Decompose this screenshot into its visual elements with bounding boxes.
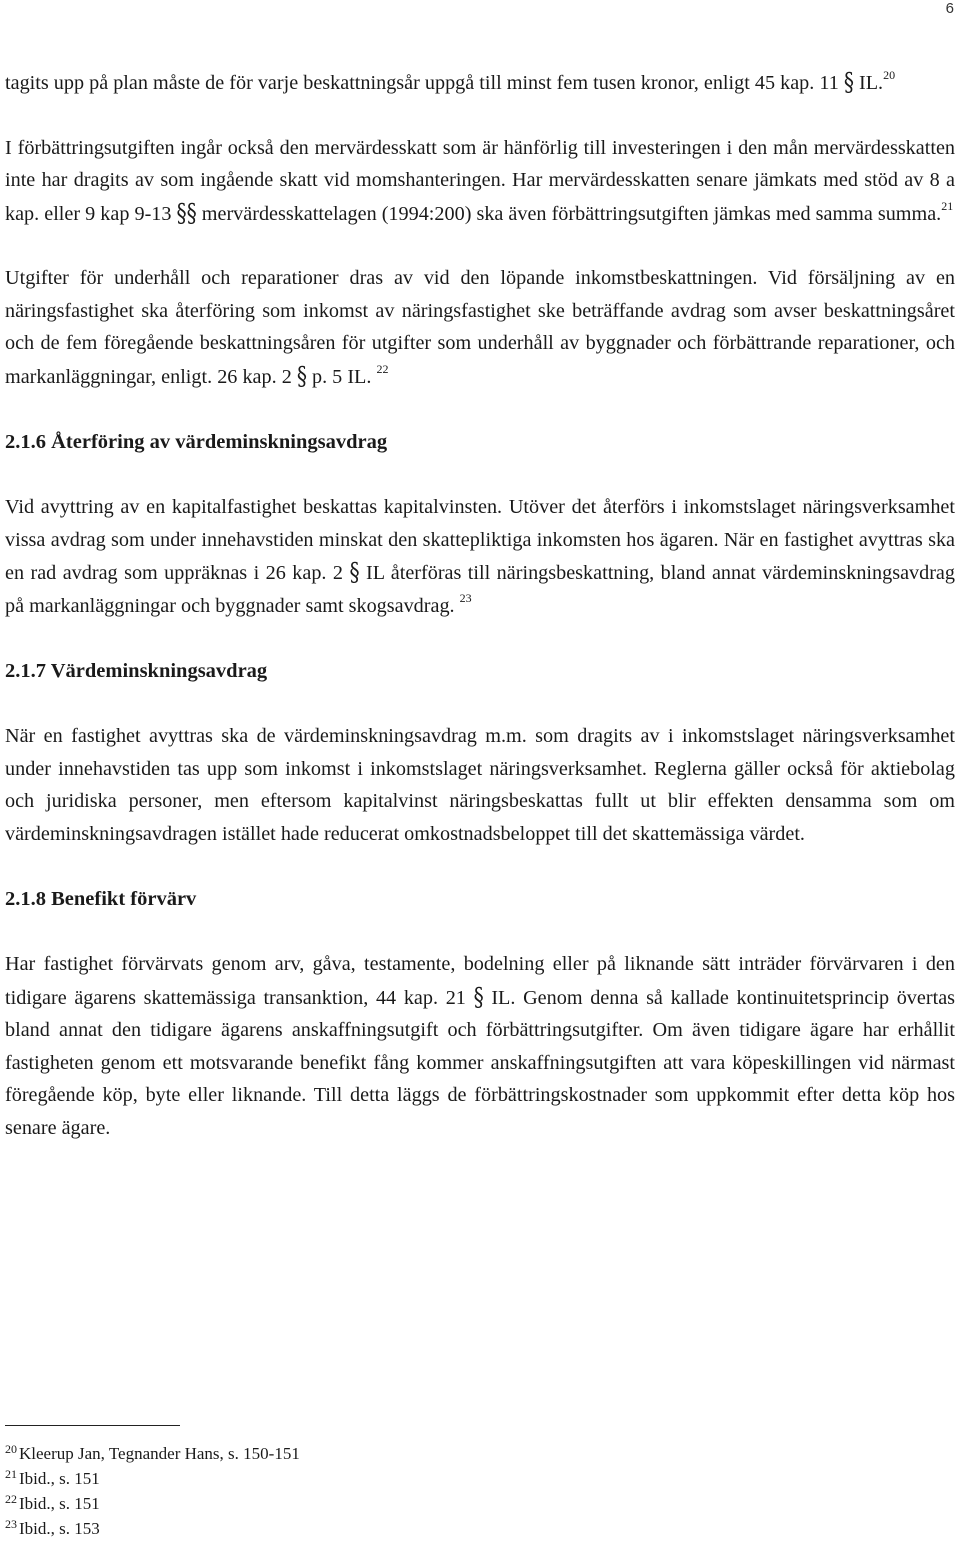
section-heading-2-1-8: 2.1.8 Benefikt förvärv bbox=[5, 888, 197, 910]
paragraph-text: Vid avyttring av en kapitalfastighet beskattas kapitalvinsten. Utöver det återförs i inkomstslaget näringsverksamhet vissa avdrag som under innehavstiden minskat den skattepliktiga inkomsten hos ägaren. När en fastighet avyttras ska en rad avdrag som uppräknas i 26 kap. 2 bbox=[5, 496, 955, 584]
paragraph-text: p. 5 IL. bbox=[306, 365, 372, 388]
footnote-text: Ibid., s. 153 bbox=[19, 1519, 100, 1538]
paragraph-text: Utgifter för underhåll och reparationer dras av vid den löpande inkomstbeskattningen. Vid försäljning av en näringsfastighet ska återföring som inkomst av näringsfastighet ske beträffande avdrag som avser beskattningsåret och de fem föregående beskattningsåren för utgifter som underhåll av byggnader och förbättrande reparationer, och markanläggningar, enligt. 26 kap. 2 bbox=[5, 267, 955, 388]
section-sign: § bbox=[186, 197, 197, 228]
paragraph-text: IL återföras till näringsbeskattning, bland annat värdeminskningsavdrag på markanläggningar och byggnader samt skogsavdrag. bbox=[5, 562, 955, 617]
footnote-ref-23[interactable]: 23 bbox=[459, 590, 472, 605]
footnote-ref-21[interactable]: 21 bbox=[941, 198, 954, 213]
footnotes bbox=[5, 1425, 955, 1542]
footnote-23 bbox=[5, 1517, 955, 1542]
paragraph-text: I förbättringsutgiften ingår också den mervärdesskatt som är hänförlig till investeringen i den mån mervärdesskatten inte har dragits av som ingående skatt vid momshanteringen. Har mervärdesskatten senare jämkats med stöd av 8 a kap. eller 9 kap 9-13 bbox=[5, 136, 955, 225]
paragraph-2 bbox=[5, 132, 955, 231]
document-body bbox=[5, 66, 955, 1144]
footnote-number: 23 bbox=[5, 1517, 17, 1531]
paragraph-text: IL. Genom denna så kallade kontinuitetsprincip övertas bland annat den tidigare ägarens anskaffningsutgift och förbättringsutgifter. Om även tidigare ägare har erhållit fastigheten genom ett motsvarande benefikt fång kommer anskaffningsutgiften att vara köpeskillingen vid närmast föregående köp, byte eller liknande. Till detta läggs de förbättringskostnader som uppkommit efter detta köp hos senare ägare. bbox=[5, 986, 956, 1139]
footnote-ref-20[interactable]: 20 bbox=[883, 68, 896, 82]
page-number: 6 bbox=[945, 0, 954, 17]
paragraph-3 bbox=[5, 262, 955, 393]
section-sign: § bbox=[176, 197, 187, 228]
footnote-text: Kleerup Jan, Tegnander Hans, s. 150-151 bbox=[19, 1444, 300, 1463]
section-sign: § bbox=[296, 360, 307, 391]
footnote-text: Ibid., s. 151 bbox=[19, 1469, 100, 1488]
paragraph-text: tagits upp på plan måste de för varje beskattningsår uppgå till minst fem tusen kronor, enligt 45 kap. 11 bbox=[5, 72, 844, 94]
footnote-text: Ibid., s. 151 bbox=[19, 1494, 100, 1513]
paragraph-text: Har fastighet förvärvats genom arv, gåva, testamente, bodelning eller på liknande sätt inträder förvärvaren i den tidigare ägarens skattemässiga transanktion, 44 kap. 21 bbox=[5, 953, 955, 1009]
section-sign: § bbox=[349, 556, 360, 587]
paragraph-5: När en fastighet avyttras ska de värdeminskningsavdrag m.m. som dragits av i inkomstslaget näringsverksamhet under innehavstiden tas upp som inkomst i inkomstslaget näringsverksamhet. Reglerna gäller också för aktiebolag och juridiska personer, men eftersom kapitalvinst näringsbeskattas fullt ut blir effekten densamma som om värdeminskningsavdragen istället hade reducerat omkostnadsbeloppet till det skattemässiga värdet. bbox=[5, 725, 955, 845]
paragraph-text: IL. bbox=[853, 72, 884, 94]
section-sign: § bbox=[473, 981, 484, 1012]
footnote-20 bbox=[5, 1442, 955, 1467]
footnote-ref-22[interactable]: 22 bbox=[376, 361, 389, 376]
footnote-number: 22 bbox=[5, 1492, 17, 1506]
section-heading-2-1-7: 2.1.7 Värdeminskningsavdrag bbox=[5, 660, 268, 682]
section-heading-2-1-6: 2.1.6 Återföring av värdeminskningsavdrag bbox=[5, 431, 388, 453]
paragraph-text: mervärdesskattelagen (1994:200) ska även förbättringsutgiften jämkas med samma summa. bbox=[196, 202, 942, 225]
paragraph-6 bbox=[5, 948, 955, 1144]
footnote-21 bbox=[5, 1467, 955, 1492]
paragraph-4 bbox=[5, 491, 955, 622]
footnote-22 bbox=[5, 1492, 955, 1517]
footnote-number: 20 bbox=[5, 1442, 17, 1456]
footnote-number: 21 bbox=[5, 1467, 17, 1481]
section-sign: § bbox=[843, 66, 854, 97]
paragraph-1 bbox=[5, 66, 955, 100]
footnote-divider bbox=[5, 1425, 180, 1426]
